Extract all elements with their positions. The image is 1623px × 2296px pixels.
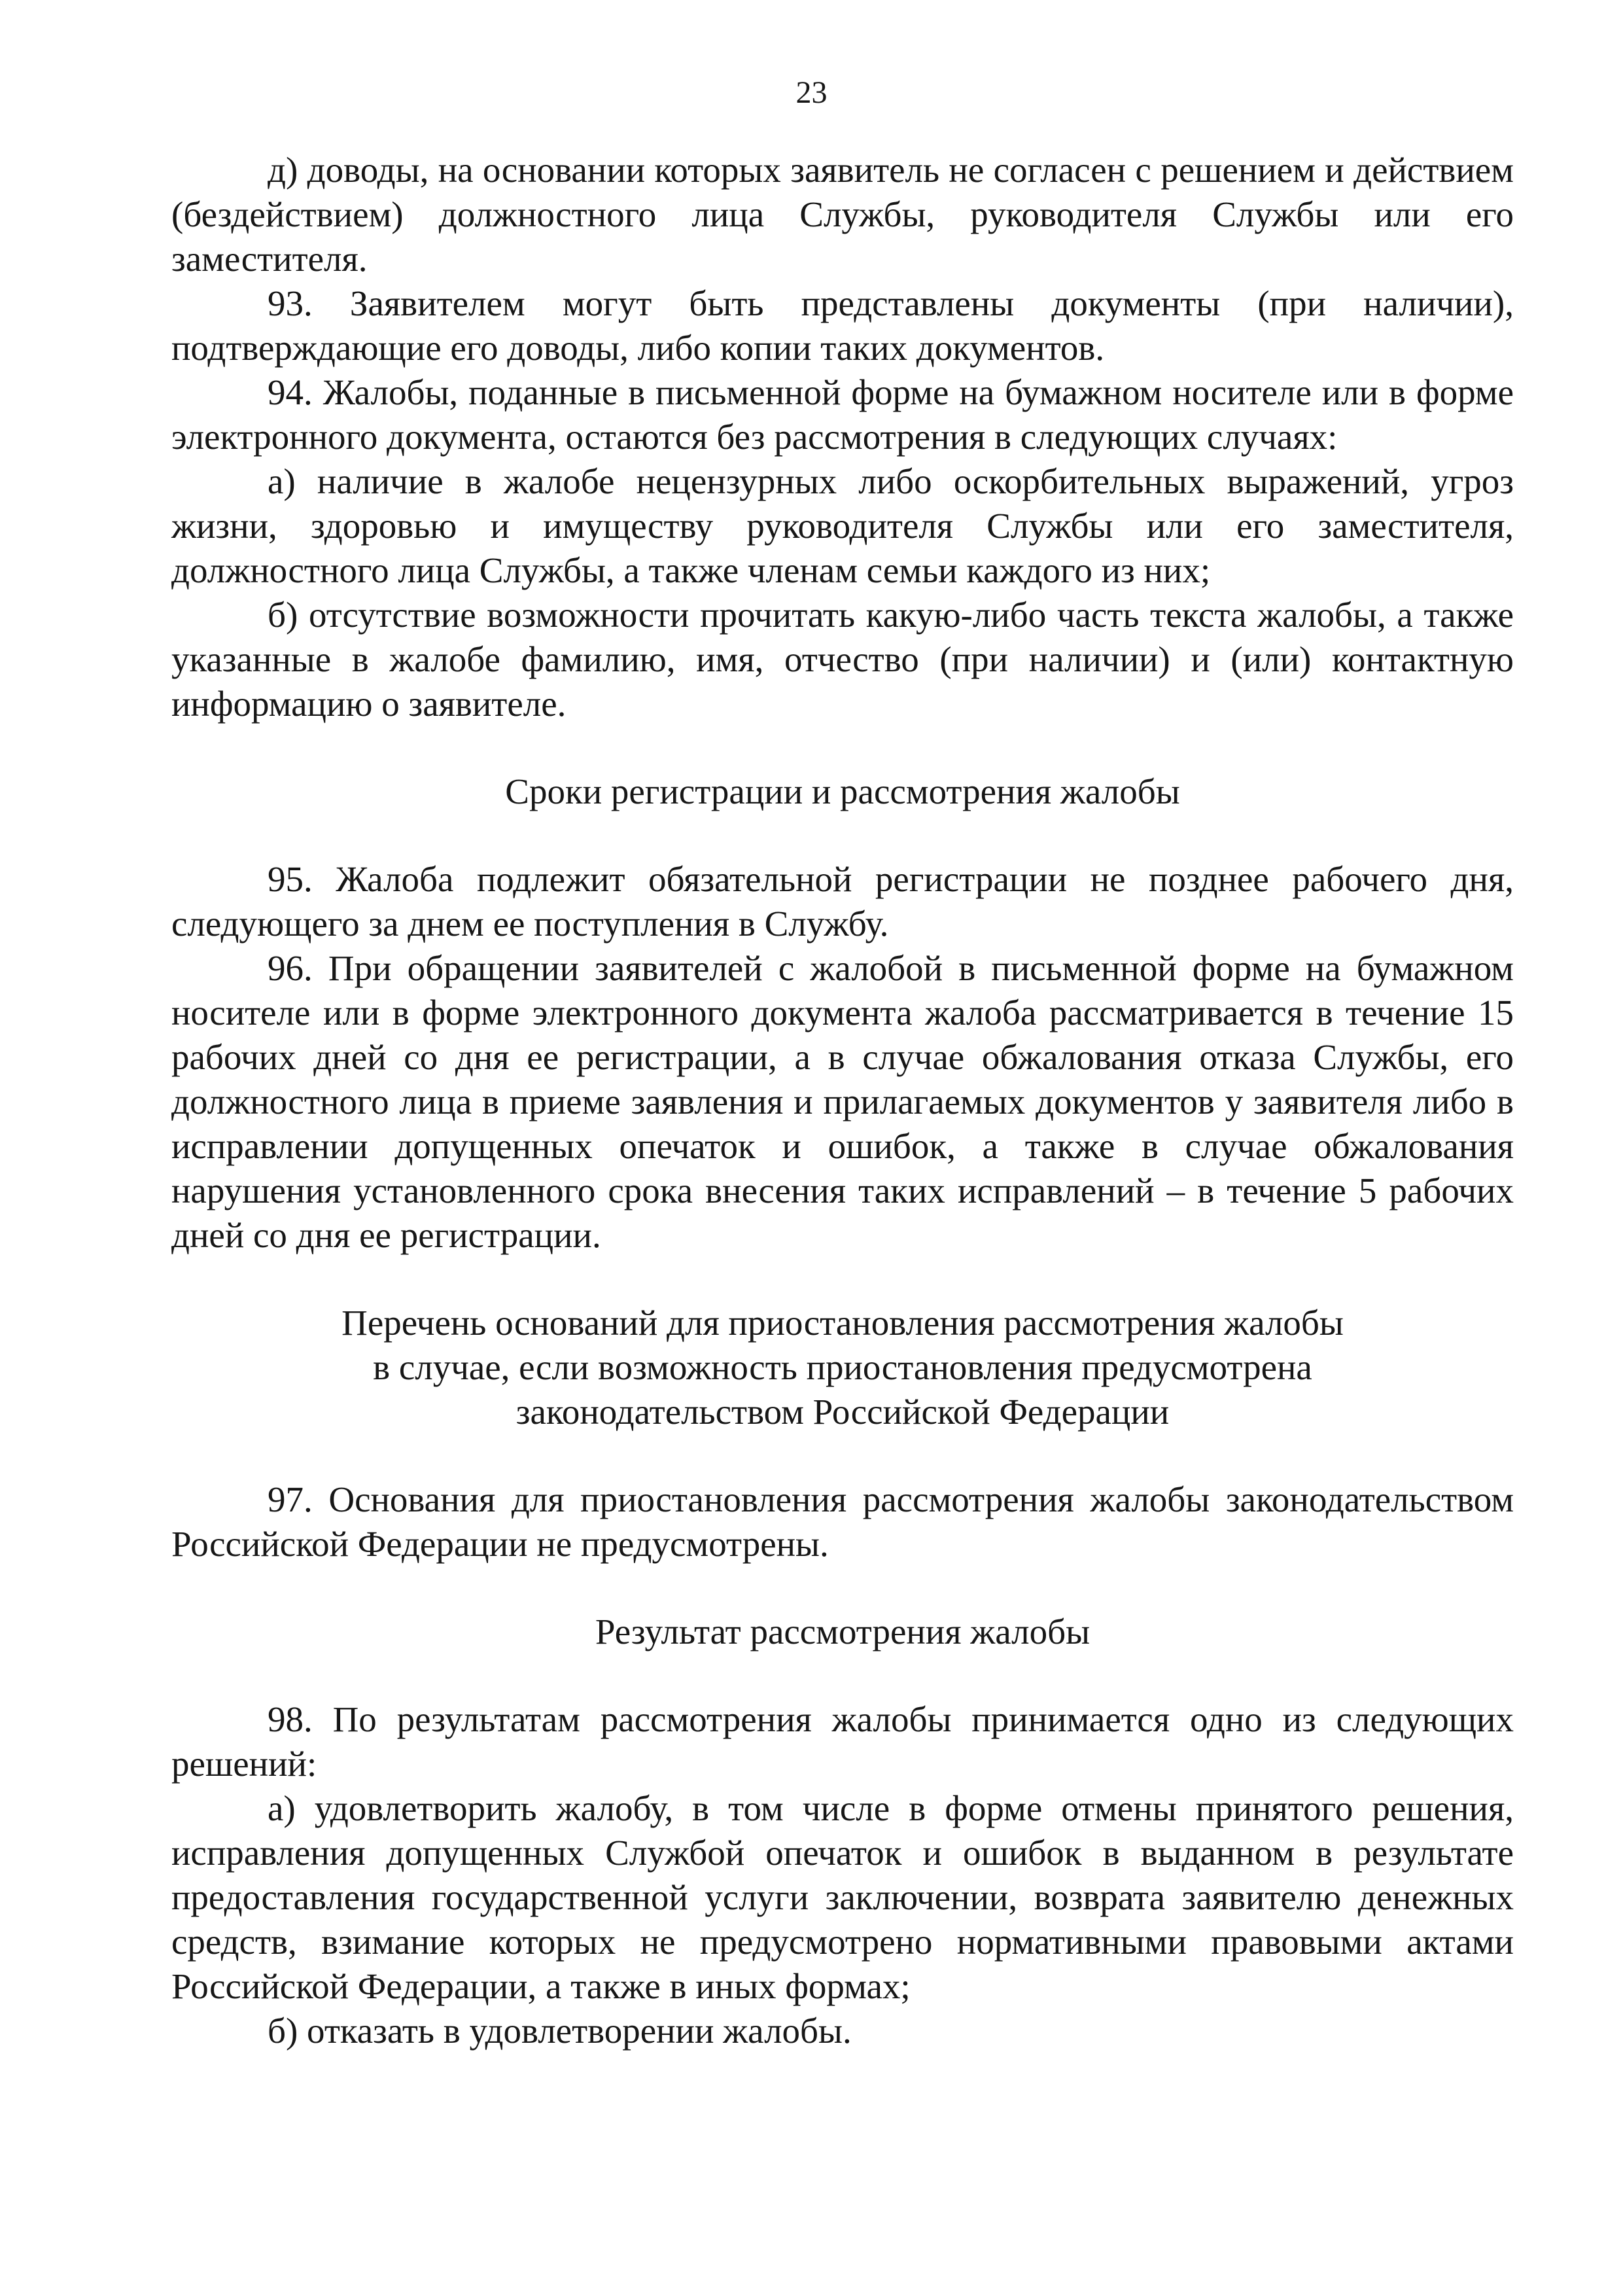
paragraph-96: 96. При обращении заявителей с жалобой в письменной форме на бумажном носителе или в форме электронного документа жалоба рассматривается в течение 15 рабочих дней со дня ее регистрации, а в случае обжалования отказа Службы, его должностного лица в приеме заявления и прилагаемых документов у заявителя либо в исправлении допущенных опечаток и ошибок, а также в случае обжалования нарушения установленного срока внесения таких исправлений – в течение 5 рабочих дней со дня ее регистрации. <box>171 948 1514 1255</box>
paragraph-98-b: б) отказать в удовлетворении жалобы. <box>268 2011 852 2051</box>
paragraph-d-arguments: д) доводы, на основании которых заявитель не согласен с решением и действием (бездействием) должностного лица Службы, руководителя Службы или его заместителя. <box>171 150 1514 279</box>
section-heading-suspension-line: Перечень оснований для приостановления рассмотрения жалобы <box>341 1303 1344 1343</box>
section-heading-result: Результат рассмотрения жалобы <box>595 1612 1091 1651</box>
section-heading-suspension-line: законодательством Российской Федерации <box>515 1392 1170 1432</box>
paragraph-94-a: а) наличие в жалобе нецензурных либо оскорбительных выражений, угроз жизни, здоровью и имуществу руководителя Службы или его заместителя, должностного лица Службы, а также членам семьи каждого из них; <box>171 461 1514 590</box>
section-heading-suspension-line: в случае, если возможность приостановления предусмотрена <box>373 1347 1312 1387</box>
paragraph-98-a: а) удовлетворить жалобу, в том числе в форме отмены принятого решения, исправления допущенных Службой опечаток и ошибок в выданном в результате предоставления государственной услуги заключении, возврата заявителю денежных средств, взимание которых не предусмотрено нормативными правовыми актами Российской Федерации, а также в иных формах; <box>171 1788 1514 2006</box>
paragraph-95: 95. Жалоба подлежит обязательной регистрации не позднее рабочего дня, следующего за днем ее поступления в Службу. <box>171 859 1514 944</box>
section-heading-suspension <box>171 1301 1514 1434</box>
paragraph-94: 94. Жалобы, поданные в письменной форме на бумажном носителе или в форме электронного документа, остаются без рассмотрения в следующих случаях: <box>171 372 1514 457</box>
paragraph-98: 98. По результатам рассмотрения жалобы принимается одно из следующих решений: <box>171 1699 1514 1784</box>
paragraph-94-b: б) отсутствие возможности прочитать какую-либо часть текста жалобы, а также указанные в жалобе фамилию, имя, отчество (при наличии) и (или) контактную информацию о заявителе. <box>171 595 1514 724</box>
paragraph-93: 93. Заявителем могут быть представлены документы (при наличии), подтверждающие его доводы, либо копии таких документов. <box>171 283 1514 368</box>
section-heading-registration: Сроки регистрации и рассмотрения жалобы <box>505 771 1180 811</box>
document-body <box>171 148 1514 2053</box>
page-number: 23 <box>795 75 828 110</box>
paragraph-97: 97. Основания для приостановления рассмотрения жалобы законодательством Российской Федерации не предусмотрены. <box>171 1479 1514 1564</box>
